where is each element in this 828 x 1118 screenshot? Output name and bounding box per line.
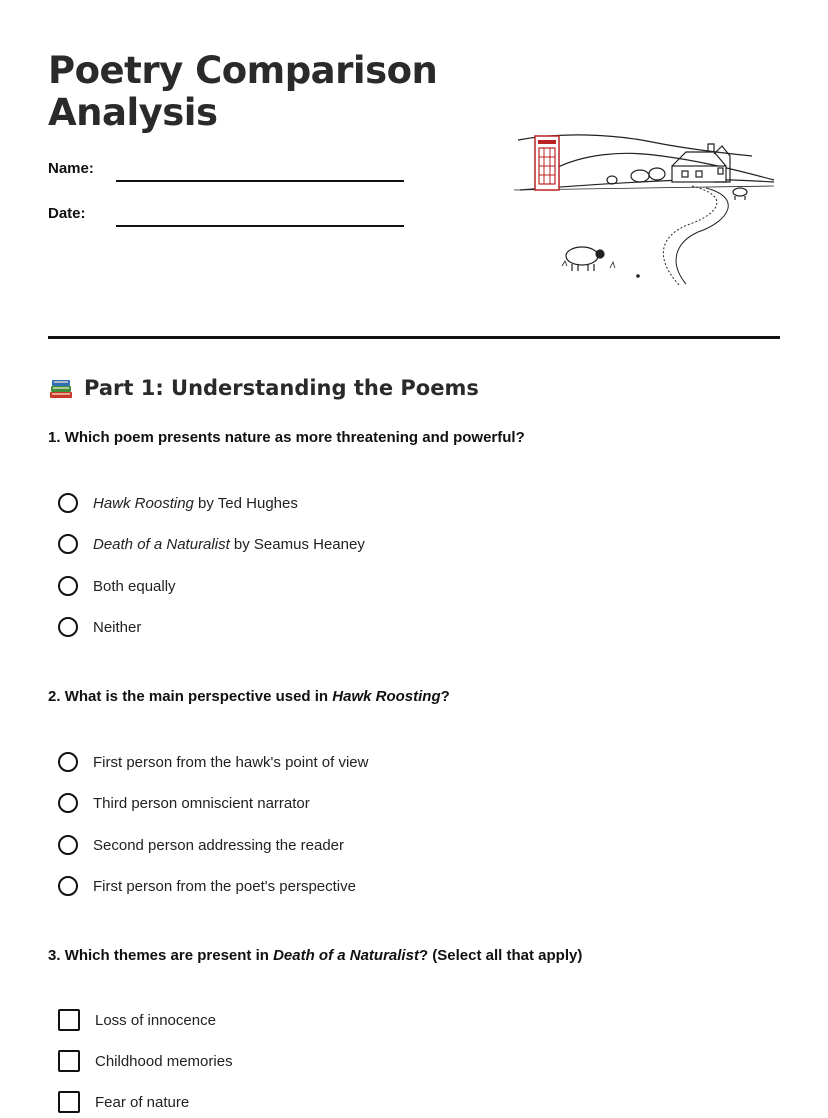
- countryside-illustration: [512, 126, 782, 296]
- phone-box-icon: [535, 136, 559, 190]
- date-field[interactable]: [116, 225, 404, 227]
- q3-option-fear-of-nature[interactable]: Fear of nature: [58, 1090, 189, 1114]
- radio-button[interactable]: [58, 793, 78, 813]
- radio-button[interactable]: [58, 752, 78, 772]
- checkbox[interactable]: [58, 1091, 80, 1113]
- section-divider: [48, 336, 780, 339]
- q1-option-death-of-a-naturalist[interactable]: Death of a Naturalist by Seamus Heaney: [58, 532, 365, 556]
- q2-option-1[interactable]: First person from the hawk's point of view: [58, 750, 368, 774]
- radio-button[interactable]: [58, 534, 78, 554]
- part1-heading: [48, 375, 479, 401]
- question-3: 3. Which themes are present in Death of a Naturalist? (Select all that apply): [48, 947, 583, 964]
- checkbox[interactable]: [58, 1050, 80, 1072]
- radio-button[interactable]: [58, 493, 78, 513]
- part1-heading-text: Part 1: Understanding the Poems: [84, 376, 479, 400]
- name-label: Name:: [48, 160, 94, 177]
- q1-option-both-equally[interactable]: Both equally: [58, 574, 176, 598]
- books-icon: [48, 375, 74, 401]
- checkbox[interactable]: [58, 1009, 80, 1031]
- q3-option-childhood-memories[interactable]: Childhood memories: [58, 1049, 233, 1073]
- q3-option-loss-of-innocence[interactable]: Loss of innocence: [58, 1008, 216, 1032]
- radio-button[interactable]: [58, 876, 78, 896]
- radio-button[interactable]: [58, 576, 78, 596]
- question-1: 1. Which poem presents nature as more threatening and powerful?: [48, 429, 525, 446]
- q2-option-4[interactable]: First person from the poet's perspective: [58, 874, 356, 898]
- question-2: 2. What is the main perspective used in Hawk Roosting?: [48, 688, 450, 705]
- page-title: Poetry Comparison Analysis: [48, 49, 438, 134]
- q1-option-hawk-roosting[interactable]: Hawk Roosting by Ted Hughes: [58, 491, 298, 515]
- name-field[interactable]: [116, 180, 404, 182]
- q2-option-2[interactable]: Third person omniscient narrator: [58, 791, 310, 815]
- q1-option-neither[interactable]: Neither: [58, 615, 141, 639]
- q2-option-3[interactable]: Second person addressing the reader: [58, 833, 344, 857]
- radio-button[interactable]: [58, 617, 78, 637]
- small-sheep-icon: [733, 188, 747, 200]
- radio-button[interactable]: [58, 835, 78, 855]
- date-label: Date:: [48, 205, 86, 222]
- sheep-icon: [562, 247, 615, 271]
